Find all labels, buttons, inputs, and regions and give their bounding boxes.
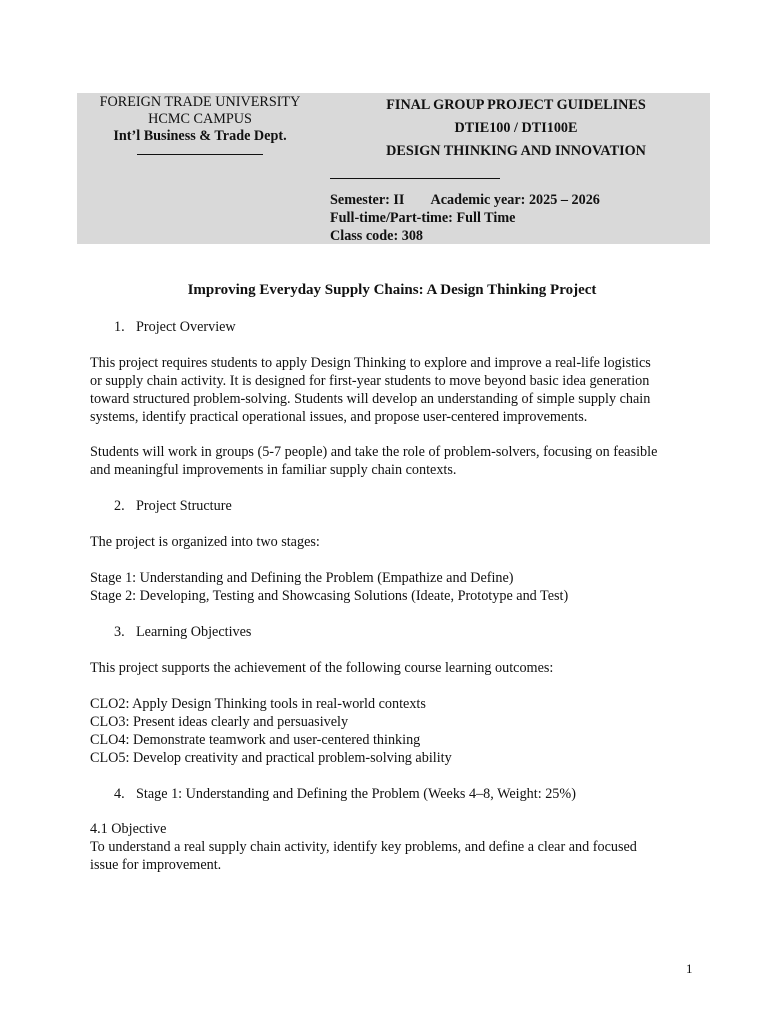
section-number: 2. — [114, 498, 125, 514]
course-name: DESIGN THINKING AND INNOVATION — [386, 143, 646, 159]
course-code: DTIE100 / DTI100E — [454, 120, 578, 136]
paragraph — [90, 354, 710, 426]
text-line: The project is organized into two stages: — [90, 534, 320, 550]
text-line: or supply chain activity. It is designed for first-year students to move beyond basic idea generation — [90, 373, 650, 389]
text-line: To understand a real supply chain activity, identify key problems, and define a clear and focused — [90, 839, 637, 855]
campus-name: HCMC CAMPUS — [148, 111, 252, 127]
text-line: Students will work in groups (5-7 people) and take the role of problem-solvers, focusing on feasible — [90, 444, 658, 460]
page-number: 1 — [686, 961, 693, 976]
document-title: Improving Everyday Supply Chains: A Design Thinking Project — [187, 282, 597, 298]
paragraph — [90, 443, 710, 479]
doc-type: FINAL GROUP PROJECT GUIDELINES — [386, 97, 646, 113]
institution-block — [90, 94, 310, 155]
course-title-block — [330, 94, 702, 163]
subsection-heading: 4.1 Objective — [90, 821, 167, 837]
text-line: toward structured problem-solving. Students will develop an understanding of simple supply chain — [90, 391, 651, 407]
academic-year: Academic year: 2025 – 2026 — [430, 192, 600, 208]
paragraph — [90, 659, 710, 677]
course-underline — [330, 178, 500, 179]
section-title: Stage 1: Understanding and Defining the Problem (Weeks 4–8, Weight: 25%) — [136, 786, 576, 802]
section-title: Project Structure — [136, 498, 232, 514]
institution-underline — [137, 147, 263, 155]
stage-list — [90, 569, 710, 605]
text-line: systems, identify practical operational issues, and propose user-centered improvements. — [90, 409, 588, 425]
clo-list — [90, 695, 710, 767]
paragraph — [90, 533, 710, 551]
section-number: 1. — [114, 319, 125, 335]
clo-item: CLO3: Present ideas clearly and persuasively — [90, 714, 349, 730]
section-number: 4. — [114, 786, 125, 802]
text-line: This project supports the achievement of the following course learning outcomes: — [90, 660, 554, 676]
clo-item: CLO4: Demonstrate teamwork and user-centered thinking — [90, 732, 421, 748]
text-line: This project requires students to apply Design Thinking to explore and improve a real-life logistics — [90, 355, 651, 371]
university-name: FOREIGN TRADE UNIVERSITY — [99, 94, 301, 110]
text-line: issue for improvement. — [90, 857, 222, 873]
study-mode: Full-time/Part-time: Full Time — [330, 210, 516, 226]
course-meta — [330, 191, 600, 245]
clo-item: CLO2: Apply Design Thinking tools in real-world contexts — [90, 696, 426, 712]
subsection — [90, 820, 710, 874]
stage-item: Stage 2: Developing, Testing and Showcasing Solutions (Ideate, Prototype and Test) — [90, 588, 569, 604]
section-number: 3. — [114, 624, 125, 640]
section-title: Project Overview — [136, 319, 236, 335]
section-heading — [114, 497, 232, 515]
text-line: and meaningful improvements in familiar supply chain contexts. — [90, 462, 457, 478]
semester: Semester: II — [330, 192, 405, 208]
section-title: Learning Objectives — [136, 624, 252, 640]
clo-item: CLO5: Develop creativity and practical problem-solving ability — [90, 750, 452, 766]
section-heading — [114, 785, 576, 803]
section-heading — [114, 623, 251, 641]
section-heading — [114, 318, 236, 336]
stage-item: Stage 1: Understanding and Defining the Problem (Empathize and Define) — [90, 570, 514, 586]
class-code: Class code: 308 — [330, 228, 424, 244]
department-name: Int’l Business & Trade Dept. — [113, 128, 287, 144]
